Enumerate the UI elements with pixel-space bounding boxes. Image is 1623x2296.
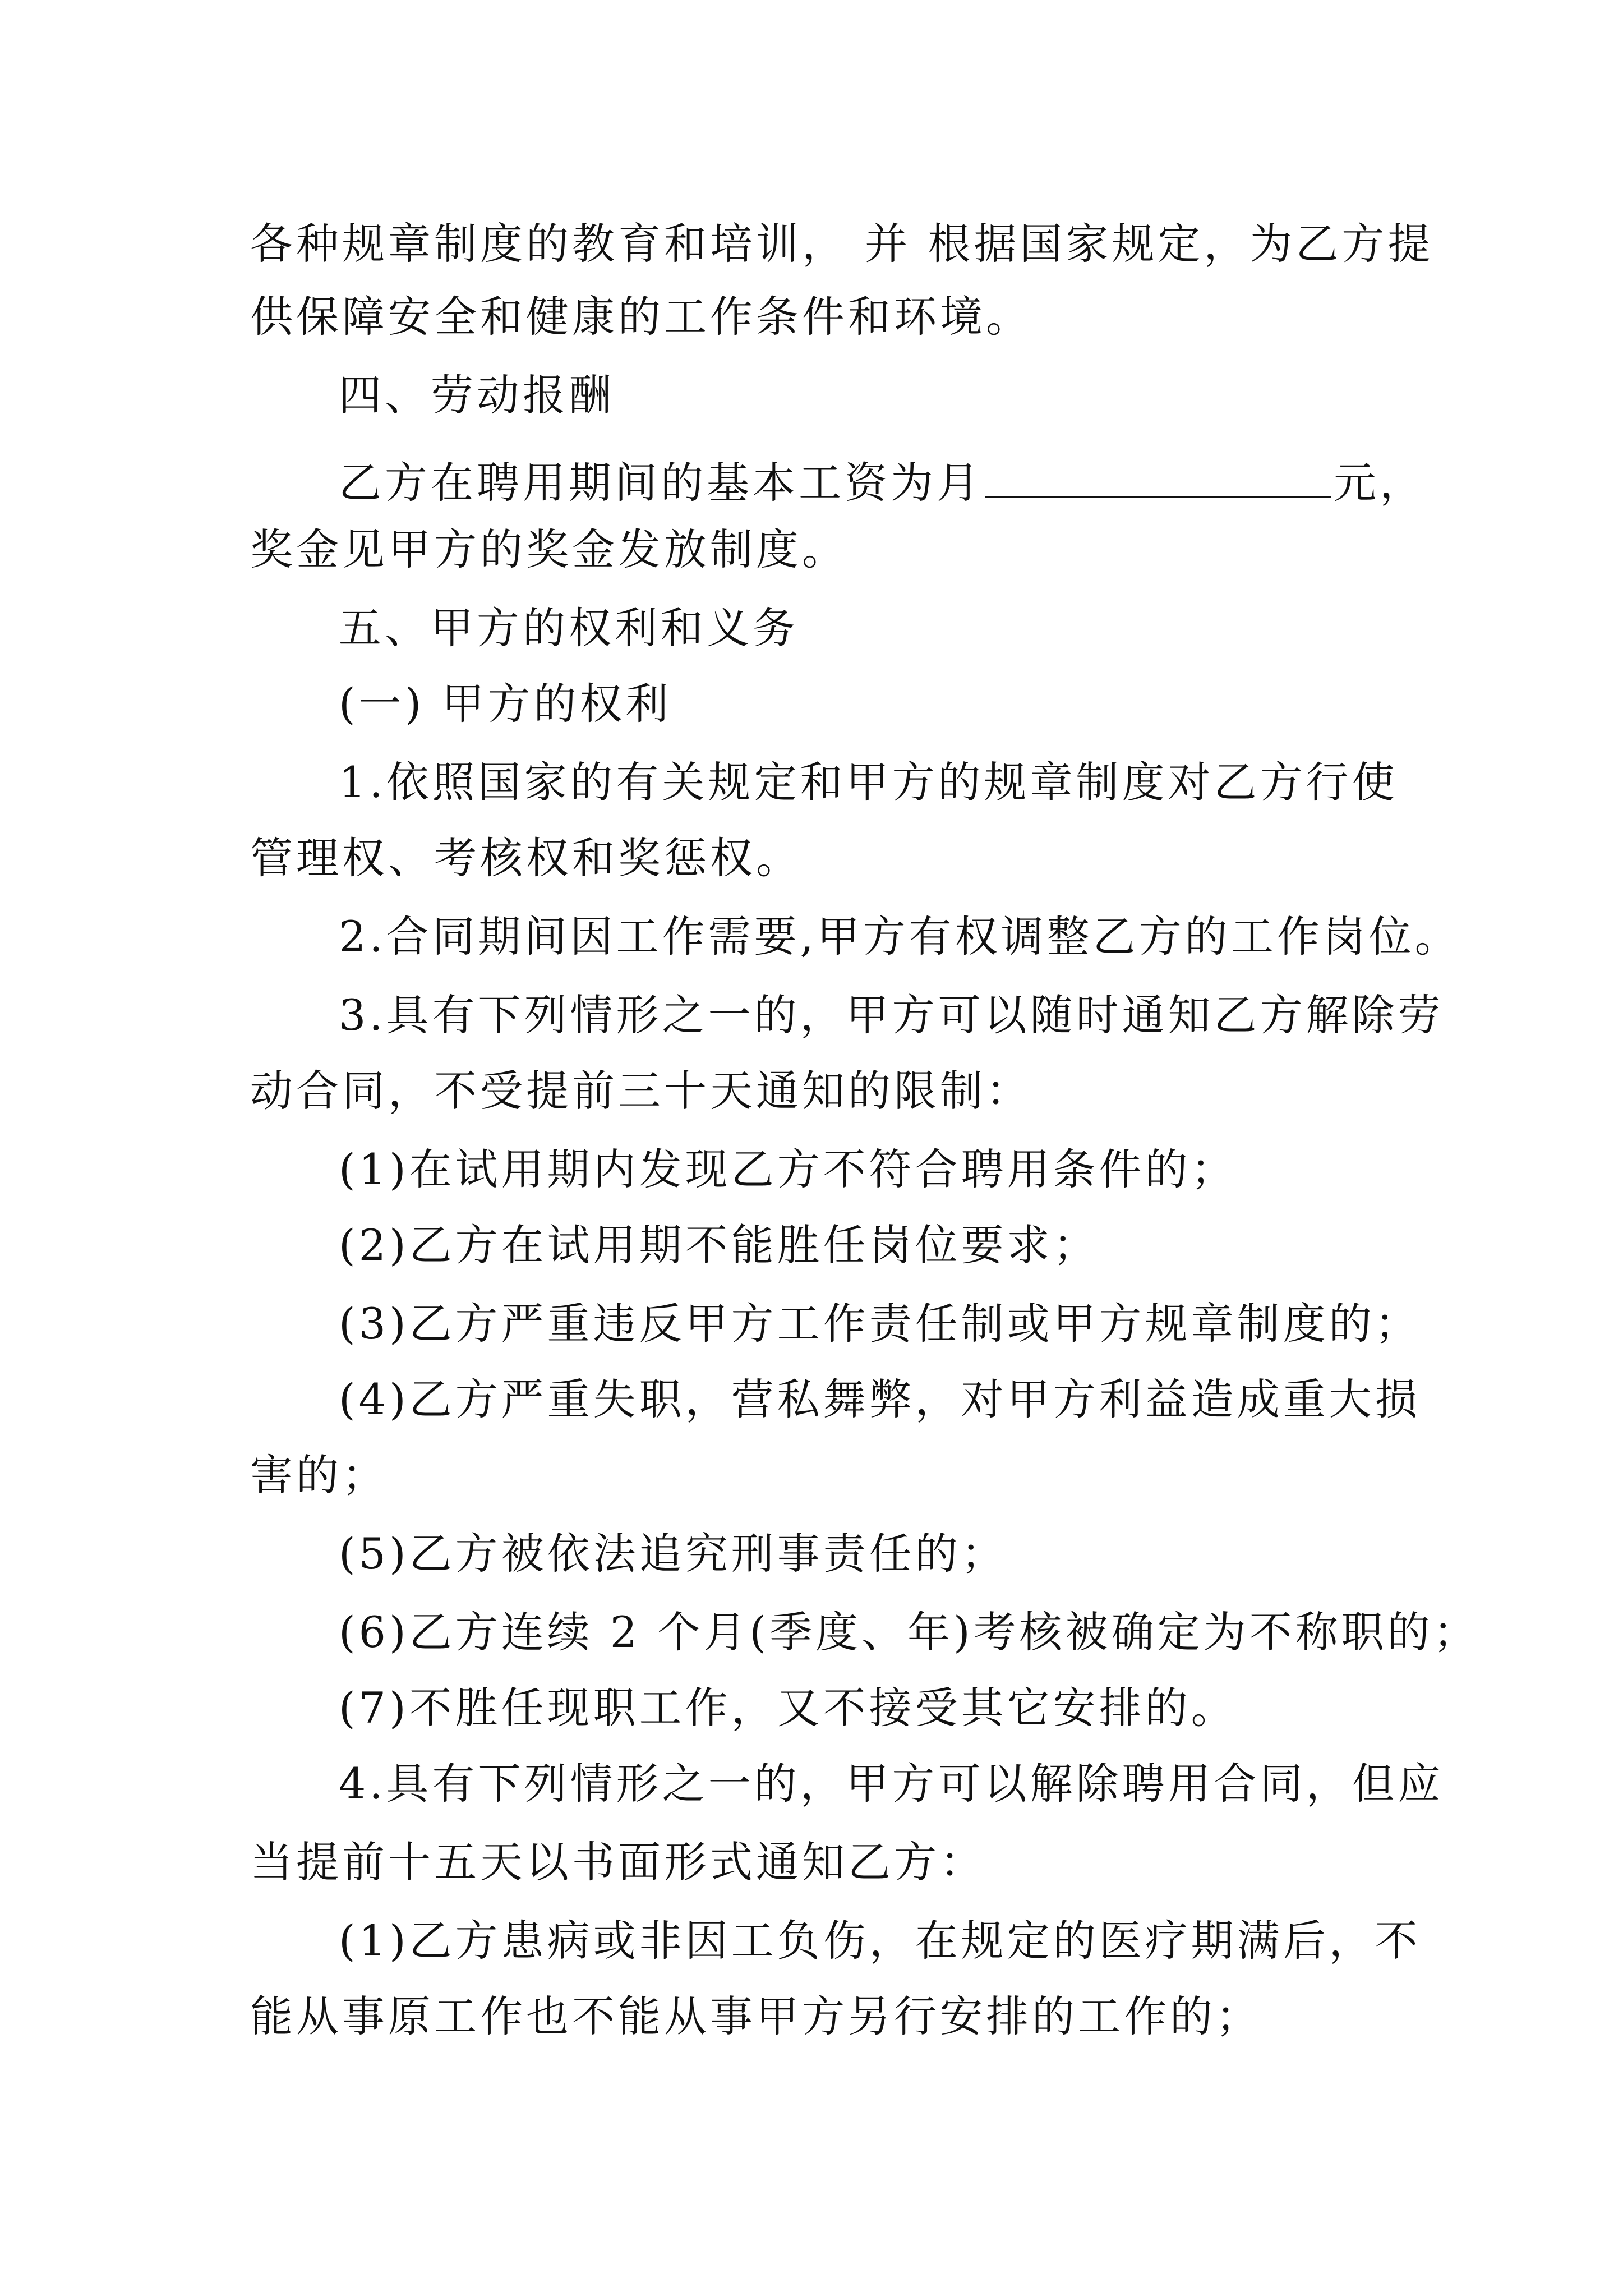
- list-item: (1)在试用期内发现乙方不符合聘用条件的；: [339, 1144, 1237, 1194]
- paragraph-line: 2.合同期间因工作需要,甲方有权调整乙方的工作岗位。: [339, 912, 1461, 961]
- paragraph-line: 1.依照国家的有关规定和甲方的规章制度对乙方行使: [339, 757, 1398, 807]
- paragraph-line: 各种规章制度的教育和培训， 并 根据国家规定，为乙方提: [250, 219, 1434, 269]
- paragraph-line: 奖金见甲方的奖金发放制度。: [250, 524, 848, 574]
- paragraph-line: 当提前十五天以书面形式通知乙方：: [250, 1837, 986, 1887]
- list-item: (4)乙方严重失职，营私舞弊，对甲方利益造成重大损: [339, 1374, 1421, 1424]
- section-heading: 五、甲方的权利和义务: [339, 603, 799, 653]
- subsection-heading: (一) 甲方的权利: [339, 679, 672, 729]
- list-item-continuation: 能从事原工作也不能从事甲方另行安排的工作的；: [250, 1991, 1262, 2041]
- salary-unit: 元，: [1334, 458, 1426, 508]
- list-item: (6)乙方连续 2 个月(季度、年)考核被确定为不称职的；: [339, 1607, 1479, 1657]
- paragraph-line: 4.具有下列情形之一的，甲方可以解除聘用合同，但应: [339, 1759, 1444, 1809]
- paragraph-line: 供保障安全和健康的工作条件和环境。: [250, 292, 1032, 342]
- list-item: (3)乙方严重违反甲方工作责任制或甲方规章制度的；: [339, 1299, 1421, 1349]
- list-item: (2)乙方在试用期不能胜任岗位要求；: [339, 1220, 1099, 1270]
- salary-blank-field: [985, 449, 1331, 498]
- salary-line: [339, 449, 1426, 511]
- list-item: (7)不胜任现职工作，又不接受其它安排的。: [339, 1683, 1237, 1733]
- list-item-continuation: 害的；: [250, 1450, 388, 1500]
- list-item: (1)乙方患病或非因工负伤，在规定的医疗期满后，不: [339, 1916, 1421, 1966]
- paragraph-line: 动合同，不受提前三十天通知的限制：: [250, 1066, 1032, 1116]
- paragraph-line: 3.具有下列情形之一的，甲方可以随时通知乙方解除劳: [339, 990, 1444, 1040]
- salary-text: 乙方在聘用期间的基本工资为月: [339, 458, 983, 508]
- paragraph-line: 管理权、考核权和奖惩权。: [250, 833, 802, 883]
- list-item: (5)乙方被依法追究刑事责任的；: [339, 1529, 1007, 1579]
- section-heading: 四、劳动报酬: [339, 370, 615, 420]
